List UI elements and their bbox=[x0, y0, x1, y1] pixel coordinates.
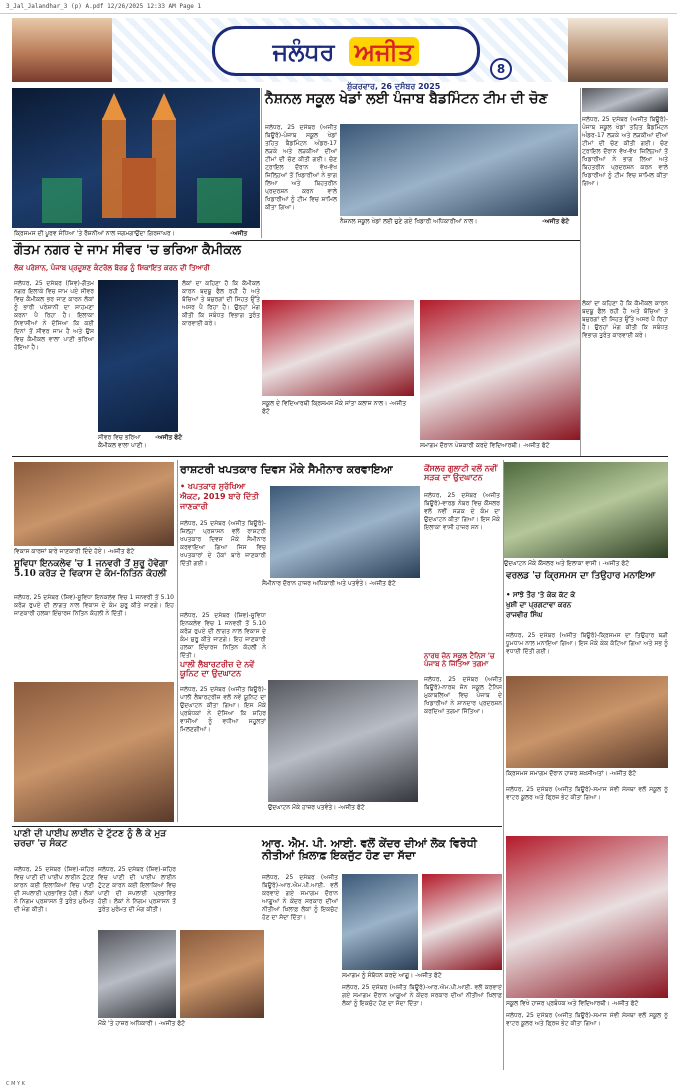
rmpi-body-2: ਜਲੰਧਰ, 25 ਦਸੰਬਰ (ਅਜੀਤ ਬਿਊਰੋ)-ਆਰ.ਐਮ.ਪੀ.ਆਈ. ਵਲੋਂ ਕਰਵਾਏ ਗਏ ਸਮਾਗਮ ਦੌਰਾਨ ਆਗੂਆਂ ਨੇ ਕੇਂਦਰ ਸਰਕਾਰ ਦੀਆਂ ਨੀਤੀਆਂ ਖ਼ਿਲਾਫ਼ ਲੋਕਾਂ ਨੂੰ ਇਕਜੁੱਟ ਹੋਣ ਦਾ ਸੱਦਾ ਦਿੱਤਾ। bbox=[342, 984, 502, 1007]
sewer-chemical-subhead: ਲੋਕ ਪਰੇਸ਼ਾਨ, ਪੰਜਾਬ ਪ੍ਰਦੂਸ਼ਣ ਕੰਟਰੋਲ ਬੋਰਡ ਨੂੰ ਸ਼ਿਕਾਇਤ ਕਰਨ ਦੀ ਤਿਆਰੀ bbox=[14, 263, 210, 272]
pipeline-caption: ਮੌਕੇ 'ਤੇ ਹਾਜ਼ਰ ਅਧਿਕਾਰੀ। -ਅਜੀਤ ਫੋਟੋ bbox=[98, 1020, 186, 1027]
pipeline-photo bbox=[98, 930, 176, 1018]
pipeline-photo-2 bbox=[180, 930, 264, 1018]
dateline: ਸ਼ੁੱਕਰਵਾਰ, 26 ਦਸੰਬਰ 2025 bbox=[347, 82, 441, 91]
page-number: 8 bbox=[490, 58, 512, 80]
rmpi-gathering-photo bbox=[422, 874, 502, 970]
school-donation-body: ਜਲੰਧਰ, 25 ਦਸੰਬਰ (ਅਜੀਤ ਬਿਊਰੋ)-ਸਮਾਜ ਸੇਵੀ ਸੰਸਥਾ ਵਲੋਂ ਸਕੂਲ ਨੂੰ ਵਾਟਰ ਕੂਲਰ ਅਤੇ ਫ੍ਰਿਜ਼ ਭੇਟ ਕੀਤਾ ਗਿਆ। bbox=[506, 786, 668, 801]
rmpi-body: ਜਲੰਧਰ, 25 ਦਸੰਬਰ (ਅਜੀਤ ਬਿਊਰੋ)-ਆਰ.ਐਮ.ਪੀ.ਆਈ. ਵਲੋਂ ਕਰਵਾਏ ਗਏ ਸਮਾਗਮ ਦੌਰਾਨ ਆਗੂਆਂ ਨੇ ਕੇਂਦਰ ਸਰਕਾਰ ਦੀਆਂ ਨੀਤੀਆਂ ਖ਼ਿਲਾਫ਼ ਲੋਕਾਂ ਨੂੰ ਇਕਜੁੱਟ ਹੋਣ ਦਾ ਸੱਦਾ ਦਿੱਤਾ। bbox=[262, 874, 338, 921]
badminton-headline: ਨੈਸ਼ਨਲ ਸਕੂਲ ਖੇਡਾਂ ਲਈ ਪੰਜਾਬ ਬੈਡਮਿੰਟਨ ਟੀਮ ਦੀ ਚੋਣ bbox=[265, 91, 548, 107]
students-performance-caption: ਸਮਾਗਮ ਦੌਰਾਨ ਪੇਸ਼ਕਾਰੀ ਕਰਦੇ ਵਿਦਿਆਰਥੀ। -ਅਜੀਤ ਫੋਟੋ bbox=[420, 442, 550, 449]
print-info-strip: 3_Jal_Jalandhar_3 (p) A.pdf 12/26/2025 12:33 AM Page 1 bbox=[0, 0, 677, 14]
badminton-photo-credit: -ਅਜੀਤ ਫੋਟੋ bbox=[542, 218, 570, 225]
rmpi-caption: ਸਮਾਗਮ ਨੂੰ ਸੰਬੋਧਨ ਕਰਦੇ ਆਗੂ। -ਅਜੀਤ ਫੋਟੋ bbox=[342, 972, 442, 979]
divider-rule-3 bbox=[12, 826, 502, 827]
road-inauguration-photo bbox=[504, 462, 668, 558]
church-lights-photo bbox=[12, 88, 260, 228]
consumer-day-seminar-photo bbox=[270, 486, 420, 578]
masthead-word-jalandhar: ਜਲੰਧਰ bbox=[272, 36, 335, 66]
sewer-chemical-photo-credit: -ਅਜੀਤ ਫੋਟੋ bbox=[155, 434, 183, 441]
pipeline-body-2: ਜਲੰਧਰ, 25 ਦਸੰਬਰ (ਸ਼ਿਵ)-ਸ਼ਹਿਰ ਵਿਚ ਪਾਣੀ ਦੀ ਪਾਈਪ ਲਾਈਨ ਟੁੱਟਣ ਕਾਰਨ ਕਈ ਇਲਾਕਿਆਂ ਵਿਚ ਪਾਣੀ ਦੀ ਸਪਲਾਈ ਪ੍ਰਭਾਵਿਤ ਹੋਈ। ਲੋਕਾਂ ਨੇ ਨਿਗਮ ਪ੍ਰਸ਼ਾਸਨ ਤੋਂ ਤੁਰੰਤ ਮੁਰੰਮਤ ਦੀ ਮੰਗ ਕੀਤੀ। bbox=[98, 866, 176, 913]
pali-labs-body: ਜਲੰਧਰ, 25 ਦਸੰਬਰ (ਅਜੀਤ ਬਿਊਰੋ)-ਪਾਲੀ ਲੈਬਾਰਟਰੀਜ਼ ਵਲੋਂ ਨਵੇਂ ਯੂਨਿਟ ਦਾ ਉਦਘਾਟਨ ਕੀਤਾ ਗਿਆ। ਇਸ ਮੌਕੇ ਪ੍ਰਬੰਧਕਾਂ ਨੇ ਦੱਸਿਆ ਕਿ ਸ਼ਹਿਰ ਵਾਸੀਆਂ ਨੂੰ ਵਧੀਆ ਸਹੂਲਤਾਂ ਮਿਲਣਗੀਆਂ। bbox=[180, 686, 266, 733]
suvidha-enclave-body-2: ਜਲੰਧਰ, 25 ਦਸੰਬਰ (ਸ਼ਿਵ)-ਸੂਵਿਧਾ ਇਨਕਲੇਵ ਵਿਚ 1 ਜਨਵਰੀ ਤੋਂ 5.10 ਕਰੋੜ ਰੁਪਏ ਦੀ ਲਾਗਤ ਨਾਲ ਵਿਕਾਸ ਦੇ ਕੰਮ ਸ਼ੁਰੂ ਕੀਤੇ ਜਾਣਗੇ। ਇਹ ਜਾਣਕਾਰੀ ਹਲਕਾ ਇੰਚਾਰਜ ਨਿਤਿਨ ਕੋਹਲੀ ਨੇ ਦਿੱਤੀ। bbox=[180, 612, 266, 659]
masthead-word-ajit: ਅਜੀਤ bbox=[349, 37, 420, 66]
rmpi-headline: ਆਰ. ਐਮ. ਪੀ. ਆਈ. ਵਲੋਂ ਕੇਂਦਰ ਦੀਆਂ ਲੋਕ ਵਿਰੋਧੀ ਨੀਤੀਆਂ ਖ਼ਿਲਾਫ਼ ਇਕਜੁੱਟ ਹੋਣ ਦਾ ਸੱਦਾ bbox=[262, 837, 477, 863]
sewer-chemical-headline: ਗੌਤਮ ਨਗਰ ਦੇ ਜਾਮ ਸੀਵਰ 'ਚ ਭਰਿਆ ਕੈਮੀਕਲ bbox=[14, 243, 242, 258]
church-photo-credit: -ਅਜੀਤ bbox=[230, 230, 248, 237]
column-rule bbox=[580, 88, 581, 456]
christmas-celebration-bullet: • ਸਾਂਝੇ ਤੌਰ 'ਤੇ ਕੇਕ ਕੱਟ ਕੇ ਖੁਸ਼ੀ ਦਾ ਪ੍ਰਗਟਾਵਾ ਕਰਨ ਰਾਜਵੀਰ ਸਿੰਘ bbox=[506, 591, 576, 619]
suvidha-enclave-headline: ਸੂਵਿਧਾ ਇਨਕਲੇਵ 'ਚ 1 ਜਨਵਰੀ ਤੋਂ ਸ਼ੁਰੂ ਹੋਵੇਗਾ 5.10 ਕਰੋੜ ਦੇ ਵਿਕਾਸ ਦੇ ਕੰਮ-ਨਿਤਿਨ ਕੋਹਲੀ bbox=[14, 559, 168, 579]
right-column-body-2: ਲੋਕਾਂ ਦਾ ਕਹਿਣਾ ਹੈ ਕਿ ਕੈਮੀਕਲ ਕਾਰਨ ਬਦਬੂ ਫੈਲ ਰਹੀ ਹੈ ਅਤੇ ਬੱਚਿਆਂ ਤੇ ਬਜ਼ੁਰਗਾਂ ਦੀ ਸਿਹਤ ਉੱਤੇ ਅਸਰ ਪੈ ਰਿਹਾ ਹੈ। ਉਨ੍ਹਾਂ ਮੰਗ ਕੀਤੀ ਕਿ ਸਬੰਧਤ ਵਿਭਾਗ ਤੁਰੰਤ ਕਾਰਵਾਈ ਕਰੇ। bbox=[582, 300, 668, 339]
masthead-building-photo-right bbox=[568, 18, 668, 82]
consumer-day-photo-caption: ਸੈਮੀਨਾਰ ਦੌਰਾਨ ਹਾਜ਼ਰ ਅਧਿਕਾਰੀ ਅਤੇ ਪਤਵੰਤੇ। -ਅਜੀਤ ਫੋਟੋ bbox=[262, 580, 396, 587]
church-photo-caption: ਕ੍ਰਿਸਮਸ ਦੀ ਪੂਰਵ ਸੰਧਿਆ 'ਤੇ ਰੌਸ਼ਨੀਆਂ ਨਾਲ ਜਗਮਗਾਉਂਦਾ ਗਿਰਜਾਘਰ। bbox=[14, 230, 175, 237]
officials-meeting-photo bbox=[14, 462, 174, 546]
consumer-day-headline: ਰਾਸ਼ਟਰੀ ਖਪਤਕਾਰ ਦਿਵਸ ਮੌਕੇ ਸੈਮੀਨਾਰ ਕਰਵਾਇਆ bbox=[180, 463, 393, 476]
suvidha-enclave-body: ਜਲੰਧਰ, 25 ਦਸੰਬਰ (ਸ਼ਿਵ)-ਸੂਵਿਧਾ ਇਨਕਲੇਵ ਵਿਚ 1 ਜਨਵਰੀ ਤੋਂ 5.10 ਕਰੋੜ ਰੁਪਏ ਦੀ ਲਾਗਤ ਨਾਲ ਵਿਕਾਸ ਦੇ ਕੰਮ ਸ਼ੁਰੂ ਕੀਤੇ ਜਾਣਗੇ। ਇਹ ਜਾਣਕਾਰੀ ਹਲਕਾ ਇੰਚਾਰਜ ਨਿਤਿਨ ਕੋਹਲੀ ਨੇ ਦਿੱਤੀ। bbox=[14, 594, 174, 617]
christmas-celebration-body: ਜਲੰਧਰ, 25 ਦਸੰਬਰ (ਅਜੀਤ ਬਿਊਰੋ)-ਕ੍ਰਿਸਮਸ ਦਾ ਤਿਉਹਾਰ ਬੜੀ ਧੂਮਧਾਮ ਨਾਲ ਮਨਾਇਆ ਗਿਆ। ਇਸ ਮੌਕੇ ਕੇਕ ਕੱਟਿਆ ਗਿਆ ਅਤੇ ਸਭ ਨੂੰ ਵਧਾਈ ਦਿੱਤੀ ਗਈ। bbox=[506, 632, 668, 655]
pipeline-meeting-photo bbox=[14, 682, 174, 822]
right-column-thumb bbox=[582, 88, 668, 112]
santa-children-caption: ਸਕੂਲ ਦੇ ਵਿਦਿਆਰਥੀ ਕ੍ਰਿਸਮਸ ਮੌਕੇ ਸਾਂਤਾ ਕਲਾਜ਼ ਨਾਲ। -ਅਜੀਤ ਫੋਟੋ bbox=[262, 400, 407, 415]
christmas-celebration-headline: ਵਰਲਡ 'ਚ ਕ੍ਰਿਸਮਸ ਦਾ ਤਿਉਹਾਰ ਮਨਾਇਆ bbox=[506, 571, 656, 581]
sewer-chemical-photo bbox=[98, 280, 178, 432]
rmpi-speaker-photo bbox=[342, 874, 418, 970]
school-donation-body-2: ਜਲੰਧਰ, 25 ਦਸੰਬਰ (ਅਜੀਤ ਬਿਊਰੋ)-ਸਮਾਜ ਸੇਵੀ ਸੰਸਥਾ ਵਲੋਂ ਸਕੂਲ ਨੂੰ ਵਾਟਰ ਕੂਲਰ ਅਤੇ ਫ੍ਰਿਜ਼ ਭੇਟ ਕੀਤਾ ਗਿਆ। bbox=[506, 1012, 668, 1027]
badminton-body: ਜਲੰਧਰ, 25 ਦਸੰਬਰ (ਅਜੀਤ ਬਿਊਰੋ)-ਪੰਜਾਬ ਸਕੂਲ ਖੇਡਾਂ ਤਹਿਤ ਬੈਡਮਿੰਟਨ ਅੰਡਰ-17 ਲੜਕੇ ਅਤੇ ਲੜਕੀਆਂ ਦੀਆਂ ਟੀਮਾਂ ਦੀ ਚੋਣ ਕੀਤੀ ਗਈ। ਚੋਣ ਟ੍ਰਾਇਲ ਦੌਰਾਨ ਵੱਖ-ਵੱਖ ਜ਼ਿਲ੍ਹਿਆਂ ਤੋਂ ਖਿਡਾਰੀਆਂ ਨੇ ਭਾਗ ਲਿਆ ਅਤੇ ਬਿਹਤਰੀਨ ਪ੍ਰਦਰਸ਼ਨ ਕਰਨ ਵਾਲੇ ਖਿਡਾਰੀਆਂ ਨੂੰ ਟੀਮ ਵਿਚ ਸ਼ਾਮਿਲ ਕੀਤਾ ਗਿਆ। bbox=[265, 124, 337, 211]
school-donation-caption: ਸਕੂਲ ਵਿਖੇ ਹਾਜ਼ਰ ਪ੍ਰਬੰਧਕ ਅਤੇ ਵਿਦਿਆਰਥੀ। -ਅਜੀਤ ਫੋਟੋ bbox=[506, 1000, 639, 1007]
road-inauguration-body: ਜਲੰਧਰ, 25 ਦਸੰਬਰ (ਅਜੀਤ ਬਿਊਰੋ)-ਵਾਰਡ ਨੰਬਰ ਵਿਚ ਕੌਂਸਲਰ ਵਲੋਂ ਨਵੀਂ ਸੜਕ ਦੇ ਕੰਮ ਦਾ ਉਦਘਾਟਨ ਕੀਤਾ ਗਿਆ। ਇਸ ਮੌਕੇ ਇਲਾਕਾ ਵਾਸੀ ਹਾਜ਼ਰ ਸਨ। bbox=[424, 492, 500, 531]
pali-labs-headline: ਪਾਲੀ ਲੈਬਾਰਟਰੀਜ਼ ਦੇ ਨਵੇਂ ਯੂਨਿਟ ਦਾ ਉਦਘਾਟਨ bbox=[180, 659, 255, 678]
school-donation-photo bbox=[506, 836, 668, 998]
christmas-celebration-photo bbox=[506, 676, 668, 768]
consumer-day-body: ਜਲੰਧਰ, 25 ਦਸੰਬਰ (ਅਜੀਤ ਬਿਊਰੋ)-ਜ਼ਿਲ੍ਹਾ ਪ੍ਰਸ਼ਾਸਨ ਵਲੋਂ ਰਾਸ਼ਟਰੀ ਖਪਤਕਾਰ ਦਿਵਸ ਮੌਕੇ ਸੈਮੀਨਾਰ ਕਰਵਾਇਆ ਗਿਆ ਜਿਸ ਵਿਚ ਖਪਤਕਾਰਾਂ ਦੇ ਹੱਕਾਂ ਬਾਰੇ ਜਾਣਕਾਰੀ ਦਿੱਤੀ ਗਈ। bbox=[180, 520, 266, 567]
pali-labs-caption: ਉਦਘਾਟਨ ਮੌਕੇ ਹਾਜ਼ਰ ਪਤਵੰਤੇ। -ਅਜੀਤ ਫੋਟੋ bbox=[268, 804, 365, 811]
divider-rule bbox=[12, 240, 580, 241]
road-inauguration-headline: ਕੌਂਸਲਰ ਗੁਲਾਟੀ ਵਲੋਂ ਨਵੀਂ ਸੜਕ ਦਾ ਉਦਘਾਟਨ bbox=[424, 463, 498, 482]
tennis-body: ਜਲੰਧਰ, 25 ਦਸੰਬਰ (ਅਜੀਤ ਬਿਊਰੋ)-ਨਾਰਥ ਜ਼ੋਨ ਸਕੂਲ ਟੈਨਿਸ ਮੁਕਾਬਲਿਆਂ ਵਿਚ ਪੰਜਾਬ ਦੇ ਖਿਡਾਰੀਆਂ ਨੇ ਸ਼ਾਨਦਾਰ ਪ੍ਰਦਰਸ਼ਨ ਕਰਦਿਆਂ ਤਗਮਾ ਜਿੱਤਿਆ। bbox=[424, 676, 502, 715]
sewer-chemical-photo-caption: ਸੀਵਰ ਵਿਚ ਭਰਿਆ ਕੈਮੀਕਲ ਵਾਲਾ ਪਾਣੀ। bbox=[98, 434, 147, 449]
students-performance-photo bbox=[420, 300, 580, 440]
masthead bbox=[12, 18, 668, 91]
sewer-chemical-body-1: ਜਲੰਧਰ, 25 ਦਸੰਬਰ (ਸ਼ਿਵ)-ਗੌਤਮ ਨਗਰ ਇਲਾਕੇ ਵਿਚ ਜਾਮ ਪਏ ਸੀਵਰ ਵਿਚ ਕੈਮੀਕਲ ਭਰ ਜਾਣ ਕਾਰਨ ਲੋਕਾਂ ਨੂੰ ਭਾਰੀ ਪਰੇਸ਼ਾਨੀ ਦਾ ਸਾਹਮਣਾ ਕਰਨਾ ਪੈ ਰਿਹਾ ਹੈ। ਇਲਾਕਾ ਨਿਵਾਸੀਆਂ ਨੇ ਦੱਸਿਆ ਕਿ ਕਈ ਦਿਨਾਂ ਤੋਂ ਸੀਵਰ ਜਾਮ ਹੈ ਅਤੇ ਉਸ ਵਿਚ ਕੈਮੀਕਲ ਵਾਲਾ ਪਾਣੀ ਭਰਿਆ ਹੋਇਆ ਹੈ। bbox=[14, 280, 94, 351]
divider-rule-2 bbox=[12, 456, 668, 457]
badminton-team-photo bbox=[340, 124, 578, 216]
print-footer: C M Y K bbox=[6, 1081, 25, 1087]
pipeline-body: ਜਲੰਧਰ, 25 ਦਸੰਬਰ (ਸ਼ਿਵ)-ਸ਼ਹਿਰ ਵਿਚ ਪਾਣੀ ਦੀ ਪਾਈਪ ਲਾਈਨ ਟੁੱਟਣ ਕਾਰਨ ਕਈ ਇਲਾਕਿਆਂ ਵਿਚ ਪਾਣੀ ਦੀ ਸਪਲਾਈ ਪ੍ਰਭਾਵਿਤ ਹੋਈ। ਲੋਕਾਂ ਨੇ ਨਿਗਮ ਪ੍ਰਸ਼ਾਸਨ ਤੋਂ ਤੁਰੰਤ ਮੁਰੰਮਤ ਦੀ ਮੰਗ ਕੀਤੀ। bbox=[14, 866, 94, 913]
masthead-logo bbox=[212, 26, 480, 76]
pipeline-headline: ਪਾਣੀ ਦੀ ਪਾਈਪ ਲਾਈਨ ਦੇ ਟੁੱਟਣ ਨੂੰ ਲੈ ਕੇ ਮੁੜ ਚਰਚਾ 'ਚ ਸੰਕਟ bbox=[14, 829, 167, 849]
consumer-day-bullet: • ਖਪਤਕਾਰ ਸੁਰੱਖਿਆ ਐਕਟ, 2019 ਬਾਰੇ ਦਿੱਤੀ ਜਾਣਕਾਰੀ bbox=[180, 482, 259, 511]
church-illustration bbox=[12, 88, 260, 228]
sewer-chemical-body-2: ਲੋਕਾਂ ਦਾ ਕਹਿਣਾ ਹੈ ਕਿ ਕੈਮੀਕਲ ਕਾਰਨ ਬਦਬੂ ਫੈਲ ਰਹੀ ਹੈ ਅਤੇ ਬੱਚਿਆਂ ਤੇ ਬਜ਼ੁਰਗਾਂ ਦੀ ਸਿਹਤ ਉੱਤੇ ਅਸਰ ਪੈ ਰਿਹਾ ਹੈ। ਉਨ੍ਹਾਂ ਮੰਗ ਕੀਤੀ ਕਿ ਸਬੰਧਤ ਵਿਭਾਗ ਤੁਰੰਤ ਕਾਰਵਾਈ ਕਰੇ। bbox=[182, 280, 260, 327]
santa-children-photo bbox=[262, 300, 414, 396]
tennis-headline: ਨਾਰਥ ਜ਼ੋਨ ਸਕੂਲ ਟੈਨਿਸ 'ਚ ਪੰਜਾਬ ਨੇ ਜਿੱਤਿਆ ਤਗਮਾ bbox=[424, 651, 495, 668]
christmas-celebration-caption: ਕ੍ਰਿਸਮਸ ਸਮਾਗਮ ਦੌਰਾਨ ਹਾਜ਼ਰ ਸ਼ਖ਼ਸੀਅਤਾਂ। -ਅਜੀਤ ਫੋਟੋ bbox=[506, 770, 637, 777]
road-inauguration-caption: ਉਦਘਾਟਨ ਮੌਕੇ ਕੌਂਸਲਰ ਅਤੇ ਇਲਾਕਾ ਵਾਸੀ। -ਅਜੀਤ ਫੋਟੋ bbox=[504, 560, 630, 567]
pali-labs-photo bbox=[268, 680, 418, 802]
badminton-photo-caption: ਨੈਸ਼ਨਲ ਸਕੂਲ ਖੇਡਾਂ ਲਈ ਚੁਣੇ ਗਏ ਖਿਡਾਰੀ ਅਧਿਕਾਰੀਆਂ ਨਾਲ। bbox=[340, 218, 478, 225]
officials-meeting-caption: ਵਿਕਾਸ ਕਾਰਜਾਂ ਬਾਰੇ ਜਾਣਕਾਰੀ ਦਿੰਦੇ ਹੋਏ। -ਅਜੀਤ ਫੋਟੋ bbox=[14, 548, 135, 555]
right-column-body: ਜਲੰਧਰ, 25 ਦਸੰਬਰ (ਅਜੀਤ ਬਿਊਰੋ)-ਪੰਜਾਬ ਸਕੂਲ ਖੇਡਾਂ ਤਹਿਤ ਬੈਡਮਿੰਟਨ ਅੰਡਰ-17 ਲੜਕੇ ਅਤੇ ਲੜਕੀਆਂ ਦੀਆਂ ਟੀਮਾਂ ਦੀ ਚੋਣ ਕੀਤੀ ਗਈ। ਚੋਣ ਟ੍ਰਾਇਲ ਦੌਰਾਨ ਵੱਖ-ਵੱਖ ਜ਼ਿਲ੍ਹਿਆਂ ਤੋਂ ਖਿਡਾਰੀਆਂ ਨੇ ਭਾਗ ਲਿਆ ਅਤੇ ਬਿਹਤਰੀਨ ਪ੍ਰਦਰਸ਼ਨ ਕਰਨ ਵਾਲੇ ਖਿਡਾਰੀਆਂ ਨੂੰ ਟੀਮ ਵਿਚ ਸ਼ਾਮਿਲ ਕੀਤਾ ਗਿਆ। bbox=[582, 116, 668, 187]
column-rule bbox=[503, 460, 504, 1070]
column-rule bbox=[177, 460, 178, 822]
column-rule bbox=[261, 88, 262, 238]
